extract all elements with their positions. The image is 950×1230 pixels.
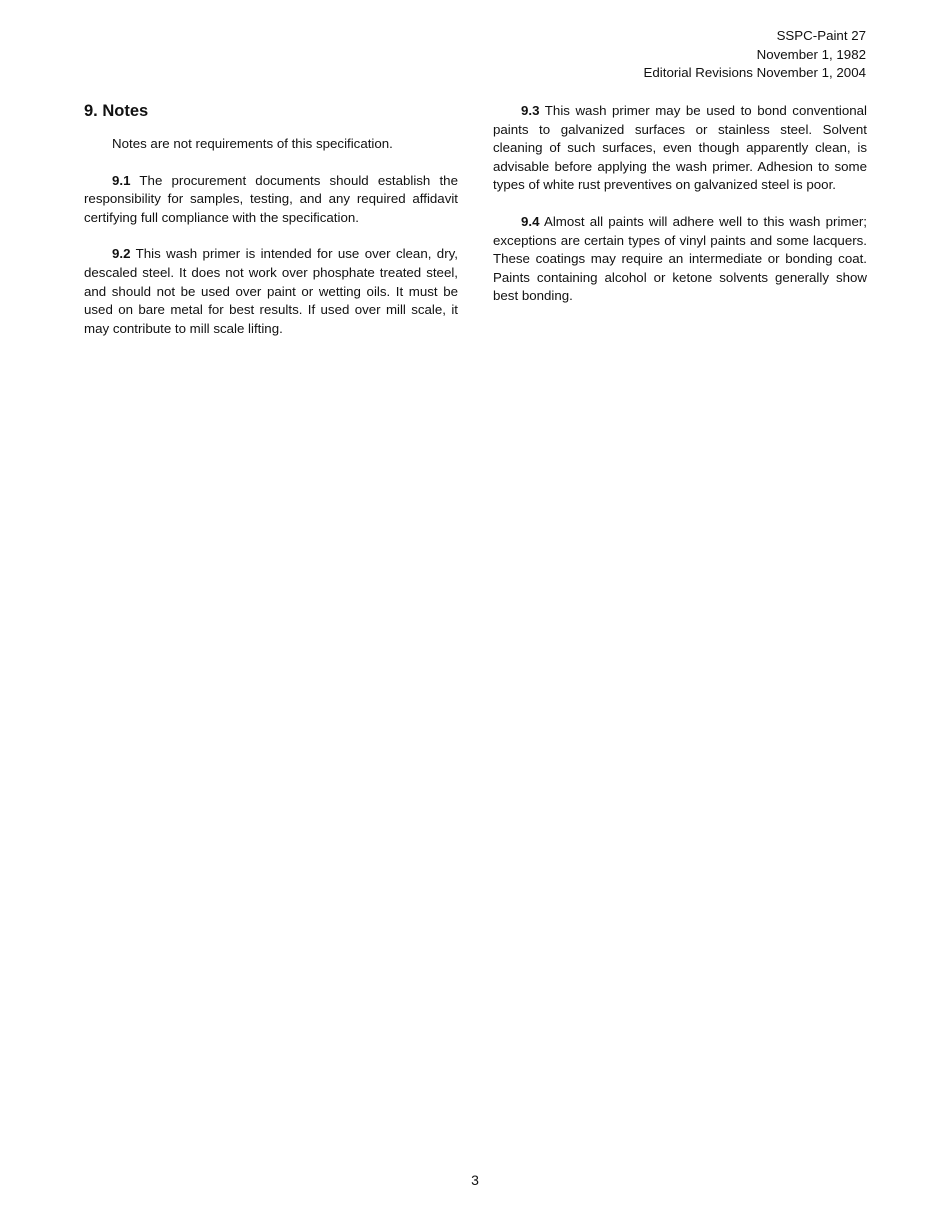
paragraph-number: 9.3	[521, 103, 540, 118]
paragraph-text: Almost all paints will adhere well to this wash primer; exceptions are certain types of vinyl paints and some lacquers. These coatings may require an intermediate or bonding coat. Paints containing alcohol or ketone solvents generally show best bonding.	[493, 213, 867, 304]
page-header	[644, 27, 866, 83]
paragraph-9-3	[493, 102, 867, 195]
paragraph-9-1	[84, 172, 458, 228]
section-title: 9. Notes	[84, 102, 149, 120]
paragraph-number: 9.4	[521, 213, 540, 229]
paragraph-9-2	[84, 245, 458, 338]
document-date: November 1, 1982	[756, 46, 866, 62]
right-column	[493, 100, 867, 324]
revision-note: Editorial Revisions November 1, 2004	[643, 65, 866, 80]
page-number: 3	[471, 1172, 479, 1188]
paragraph-9-4	[493, 213, 867, 306]
paragraph-number: 9.2	[112, 246, 131, 262]
paragraph-text: The procurement documents should establish the responsibility for samples, testing, and any required affidavit certifying full compliance with the specification.	[84, 172, 458, 225]
paragraph-number: 9.1	[112, 172, 131, 188]
paragraph-text: This wash primer may be used to bond conventional paints to galvanized surfaces or stainless steel. Solvent cleaning of such surfaces, even though apparently clean, is advisable before applying the wash primer. Adhesion to some types of white rust preventives on galvanized steel is poor.	[493, 103, 867, 193]
left-column	[84, 100, 458, 356]
document-id: SSPC-Paint 27	[776, 28, 866, 43]
paragraph-text: This wash primer is intended for use over clean, dry, descaled steel. It does not work over phosphate treated steel, and should not be used over paint or wetting oils. It must be used on bare metal for best results. If used over mill scale, it may contribute to mill scale lifting.	[84, 246, 458, 336]
section-intro: Notes are not requirements of this specification.	[112, 136, 393, 151]
